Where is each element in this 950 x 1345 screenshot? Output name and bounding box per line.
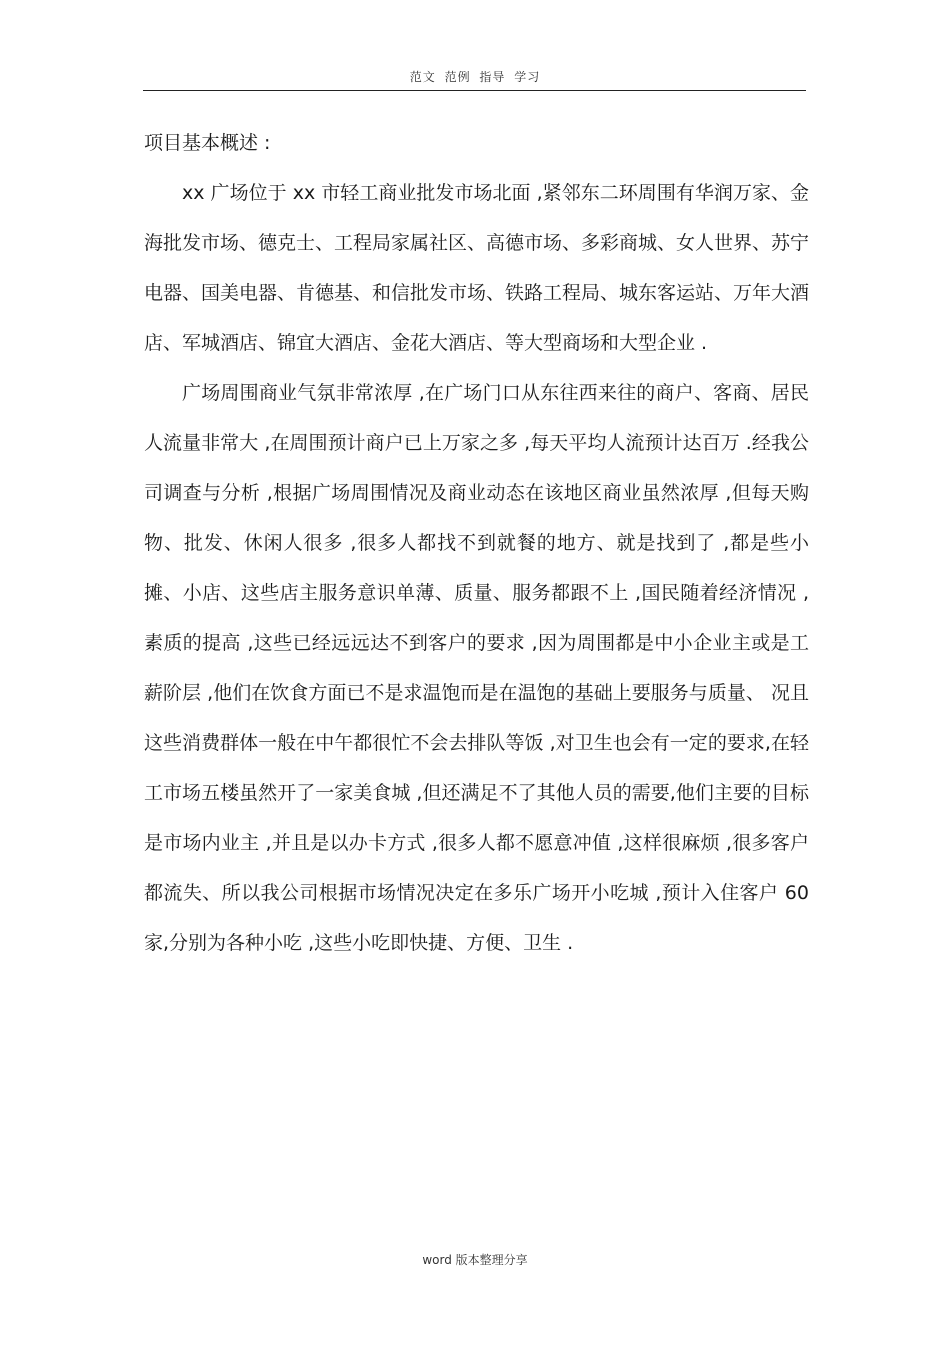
- paragraph-market-analysis: 广场周围商业气氛非常浓厚 ,在广场门口从东往西来往的商户、客商、居民人流量非常大 ,在周围预计商户已上万家之多 ,每天平均人流预计达百万 .经我公司调查与分析 ,根据广场周围情况及商业动态在该地区商业虽然浓厚 ,但每天购物、批发、休闲人很多 ,很多人都找不到就餐的地方、就是找到了 ,都是些小摊、小店、这些店主服务意识单薄、质量、服务都跟不上 ,国民随着经济情况 ,素质的提高 ,这些已经远远达不到客户的要求 ,因为周围都是中小企业主或是工薪阶层 ,他们在饮食方面已不是求温饱而是在温饱的基础上要服务与质量、 况且这些消费群体一般在中午都很忙不会去排队等饭 ,对卫生也会有一定的要求,在轻工市场五楼虽然开了一家美食城 ,但还满足不了其他人员的需要,他们主要的目标是市场内业主 ,并且是以办卡方式 ,很多人都不愿意冲值 ,这样很麻烦 ,很多客户都流失、所以我公司根据市场情况决定在多乐广场开小吃城 ,预计入住客户 60 家,分别为各种小吃 ,这些小吃即快捷、方便、卫生 .: [144, 382, 809, 954]
- section-title: 项目基本概述 :: [144, 132, 271, 154]
- document-body: [144, 118, 809, 968]
- paragraph-location: xx 广场位于 xx 市轻工商业批发市场北面 ,紧邻东二环周围有华润万家、金海批发市场、德克士、工程局家属社区、高德市场、多彩商城、女人世界、苏宁电器、国美电器、肯德基、和信批发市场、铁路工程局、城东客运站、万年大酒店、军城酒店、锦宜大酒店、金花大酒店、等大型商场和大型企业 .: [144, 182, 810, 354]
- header-divider: [143, 90, 806, 91]
- page-header: 范文 范例 指导 学习: [409, 70, 541, 84]
- page-footer: word 版本整理分享: [422, 1253, 528, 1267]
